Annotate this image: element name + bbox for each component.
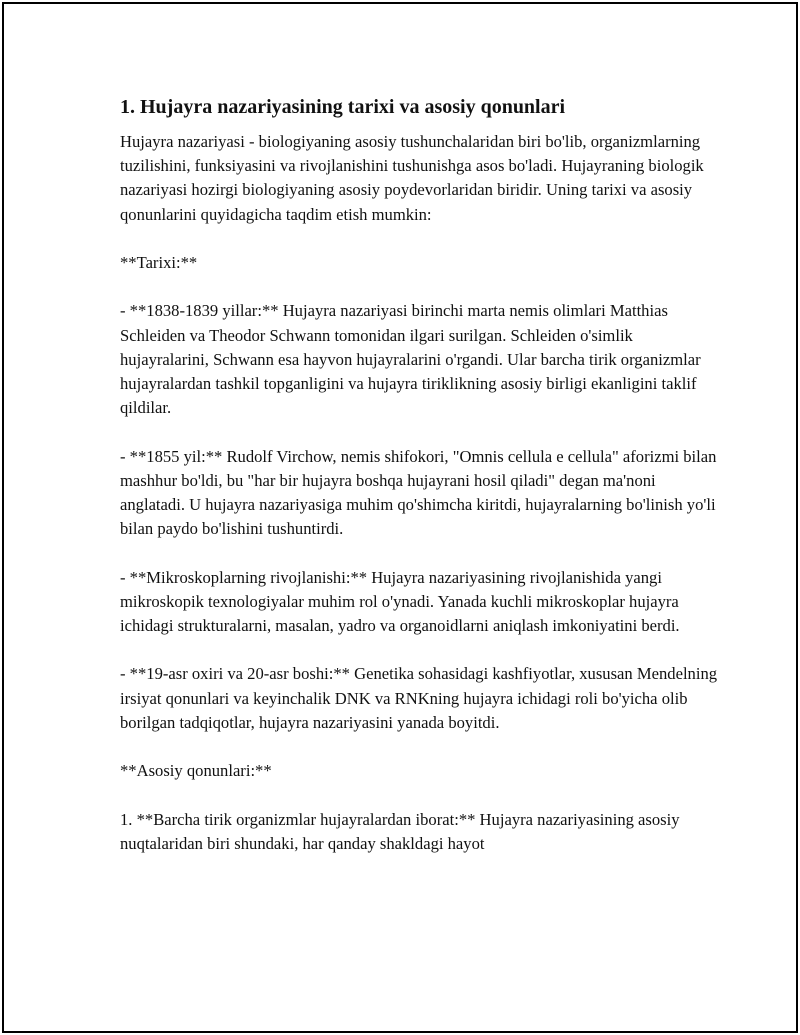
intro-paragraph: Hujayra nazariyasi - biologiyaning asosiy tushunchalaridan biri bo'lib, organizmlarning tuzilishini, funksiyasini va rivojlanishini tushunishga asos bo'ladi. Hujayraning biologik nazariyasi hozirgi biologiyaning asosiy poydevorlaridan biridir. Uning tarixi va asosiy qonunlarini quyidagicha taqdim etish mumkin: [120,132,704,224]
history-item-genetics: - **19-asr oxiri va 20-asr boshi:** Genetika sohasidagi kashfiyotlar, xususan Mendelning irsiyat qonunlari va keyinchalik DNK va RNKning hujayra ichidagi roli bo'yicha olib borilgan tadqiqotlar, hujayra nazariyasini yanada boyitdi. [120,664,718,732]
paragraph-gap [120,227,720,251]
laws-subheading: **Asosiy qonunlari:** [120,761,272,781]
paragraph-gap [120,275,720,299]
paragraph-gap [120,638,720,662]
law-item-1: 1. **Barcha tirik organizmlar hujayralardan iborat:** Hujayra nazariyasining asosiy nuqtalaridan biri shundaki, har qanday shakldagi hayot [120,809,680,853]
history-subheading: **Tarixi:** [120,253,198,272]
document-page [2,2,798,1033]
history-item-microscopes: - **Mikroskoplarning rivojlanishi:** Hujayra nazariyasining rivojlanishida yangi mikroskopik texnologiyalar muhim rol o'ynadi. Yanada kuchli mikroskoplar hujayra ichidagi strukturalarni, masalan, yadro va organoidlarni aniqlash imkoniyatini berdi. [120,567,680,635]
document-body [120,94,720,856]
history-item-1855: - **1855 yil:** Rudolf Virchow, nemis shifokori, "Omnis cellula e cellula" aforizmi bilan mashhur bo'ldi, bu "har bir hujayra boshqa hujayrani hosil qiladi" degan ma'noni anglatadi. U hujayra nazariyasiga muhim qo'shimcha kiritdi, hujayralarning bo'linish yo'li bilan paydo bo'lishini tushuntirdi. [120,446,717,539]
paragraph-gap [120,420,720,444]
section-heading: 1. Hujayra nazariyasining tarixi va asosiy qonunlari [120,96,566,118]
history-item-1838: - **1838-1839 yillar:** Hujayra nazariyasi birinchi marta nemis olimlari Matthias Schleiden va Theodor Schwann tomonidan ilgari surilgan. Schleiden o'simlik hujayralarini, Schwann esa hayvon hujayralarini o'rgandi. Ular barcha tirik organizmlar hujayralardan tashkil topganligini va hujayra tiriklikning asosiy birligi ekanligini taklif qildilar. [120,301,701,418]
paragraph-gap [120,541,720,565]
paragraph-gap [120,735,720,759]
paragraph-gap [120,783,720,807]
